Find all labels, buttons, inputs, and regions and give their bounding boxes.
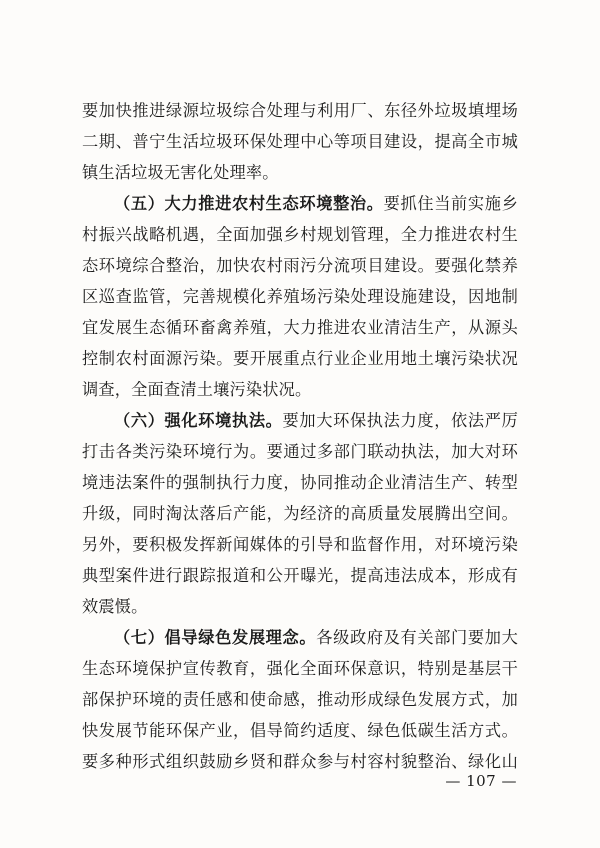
page-number: — 107 — xyxy=(445,772,517,790)
text-run: 要抓住当前实施乡 xyxy=(383,194,518,213)
text-line: 打击各类污染环境行为。要通过多部门联动执法，加大对环 xyxy=(82,442,518,461)
paragraph-continuation xyxy=(82,95,518,188)
text-line xyxy=(82,405,518,436)
paragraph-section-5 xyxy=(82,188,518,405)
text-line: 态环境综合整治，加快农村雨污分流项目建设。要强化禁养 xyxy=(82,256,518,275)
text-line: 典型案件进行跟踪报道和公开曝光，提高违法成本，形成有 xyxy=(82,566,518,585)
text-line: 效震慑。 xyxy=(82,597,148,616)
text-line: 升级，同时淘汰落后产能，为经济的高质量发展腾出空间。 xyxy=(82,504,518,523)
text-line xyxy=(82,188,518,219)
text-line: 要多种形式组织鼓励乡贤和群众参与村容村貌整治、绿化山 xyxy=(82,752,518,771)
text-line: 调查，全面查清土壤污染状况。 xyxy=(82,380,312,399)
text-line: 要加快推进绿源垃圾综合处理与利用厂、东径外垃圾填埋场 xyxy=(82,101,518,120)
text-line: 境违法案件的强制执行力度，协同推动企业清洁生产、转型 xyxy=(82,473,518,492)
paragraph-section-7 xyxy=(82,622,518,777)
text-line: 宜发展生态循环畜禽养殖，大力推进农业清洁生产，从源头 xyxy=(82,318,518,337)
text-line: 控制农村面源污染。要开展重点行业企业用地土壤污染状况 xyxy=(82,349,518,368)
section-heading: （六）强化环境执法。 xyxy=(114,411,283,430)
text-line: 镇生活垃圾无害化处理率。 xyxy=(82,163,279,182)
section-heading: （七）倡导绿色发展理念。 xyxy=(114,628,317,647)
text-line: 部保护环境的责任感和使命感，推动形成绿色发展方式，加 xyxy=(82,690,518,709)
text-line xyxy=(82,622,518,653)
section-heading: （五）大力推进农村生态环境整治。 xyxy=(114,194,384,213)
text-line: 快发展节能环保产业，倡导简约适度、绿色低碳生活方式。 xyxy=(82,721,518,740)
text-line: 区巡查监管，完善规模化养殖场污染处理设施建设，因地制 xyxy=(82,287,518,306)
text-run: 要加大环保执法力度，依法严厉 xyxy=(282,411,518,430)
paragraph-section-6 xyxy=(82,405,518,622)
text-line: 二期、普宁生活垃圾环保处理中心等项目建设，提高全市城 xyxy=(82,132,518,151)
document-body xyxy=(82,95,518,777)
text-line: 村振兴战略机遇，全面加强乡村规划管理，全力推进农村生 xyxy=(82,225,518,244)
text-run: 各级政府及有关部门要加大 xyxy=(316,628,518,647)
text-line: 生态环境保护宣传教育，强化全面环保意识，特别是基层干 xyxy=(82,659,518,678)
text-line: 另外，要积极发挥新闻媒体的引导和监督作用，对环境污染 xyxy=(82,535,518,554)
